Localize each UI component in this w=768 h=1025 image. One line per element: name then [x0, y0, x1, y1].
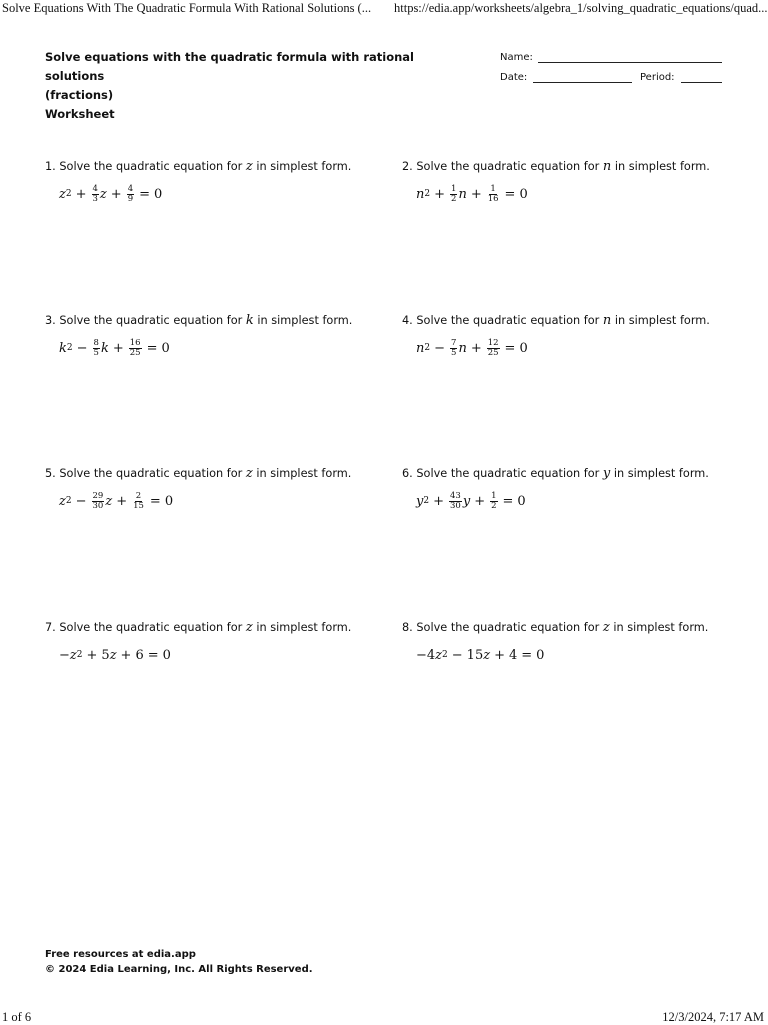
equation-number: −	[59, 647, 70, 663]
problem-prompt	[402, 159, 732, 175]
equation-fraction	[132, 492, 145, 511]
fraction-numerator: 43	[450, 490, 461, 501]
equation-number: 15	[466, 647, 484, 663]
problem-equation	[59, 643, 375, 667]
problem-variable: z	[602, 620, 610, 635]
equation-exponent: 2	[76, 650, 83, 660]
equation-number: 0	[517, 493, 526, 509]
problem-number: 6.	[402, 467, 413, 480]
equation-operator: +	[470, 340, 482, 356]
equation-operator: =	[149, 493, 161, 509]
equation-number: −4	[416, 647, 436, 663]
equation-variable: z	[435, 647, 443, 663]
problem-instruction: Solve the quadratic equation for	[59, 314, 243, 327]
problem-number: 3.	[45, 314, 56, 327]
problem-instruction: Solve the quadratic equation for	[416, 160, 600, 173]
problem-instruction: Solve the quadratic equation for	[59, 621, 243, 634]
fraction-denominator: 30	[450, 500, 461, 511]
problem-instruction: Solve the quadratic equation for	[416, 467, 600, 480]
equation-fraction	[487, 185, 500, 204]
equation-number: 4	[508, 647, 518, 663]
equation-operator: =	[504, 340, 516, 356]
name-label: Name:	[500, 52, 533, 63]
equation-variable: n	[458, 340, 467, 356]
page-title: Solve Equations With The Quadratic Formula With Rational Solutions (...	[2, 1, 372, 15]
problem-number: 7.	[45, 621, 56, 634]
fraction-numerator: 8	[93, 337, 99, 348]
equation-operator: +	[86, 647, 98, 663]
equation-fraction	[449, 492, 462, 511]
resources-link[interactable]: Free resources at edia.app	[45, 949, 196, 960]
problem-instruction-end: in simplest form.	[256, 467, 352, 480]
problem-prompt	[45, 466, 375, 482]
worksheet-footer	[45, 947, 313, 977]
equation-operator: =	[504, 186, 516, 202]
problem-variable: n	[602, 313, 612, 328]
equation-operator: +	[116, 493, 128, 509]
equation-fraction	[92, 492, 105, 511]
print-header	[0, 0, 768, 16]
fraction-numerator: 29	[92, 490, 104, 501]
equation-exponent: 2	[424, 189, 431, 199]
equation-number: 0	[154, 186, 163, 202]
problem-prompt	[402, 313, 732, 329]
fraction-denominator: 25	[487, 347, 499, 358]
fraction-denominator: 2	[451, 193, 457, 204]
fraction-denominator: 5	[93, 347, 99, 358]
equation-fraction	[490, 492, 497, 511]
problem-prompt	[45, 313, 375, 329]
equation-operator: +	[470, 186, 482, 202]
equation-variable: y	[416, 493, 424, 509]
equation-operator: +	[120, 647, 132, 663]
worksheet-subtitle: Worksheet	[45, 107, 115, 121]
equation-exponent: 2	[65, 189, 72, 199]
fraction-numerator: 4	[127, 183, 134, 194]
problem-variable: n	[602, 159, 612, 174]
fraction-numerator: 2	[135, 490, 142, 501]
equation-variable: n	[458, 186, 467, 202]
equation-operator: +	[75, 186, 87, 202]
equation-variable: z	[59, 186, 66, 202]
date-period-field	[500, 72, 740, 92]
equation-variable: z	[99, 186, 107, 202]
problem-number: 5.	[45, 467, 56, 480]
problem-prompt	[45, 159, 375, 175]
equation-operator: +	[112, 340, 124, 356]
problem-instruction-end: in simplest form.	[256, 160, 352, 173]
equation-variable: n	[416, 186, 425, 202]
fraction-denominator: 15	[133, 500, 144, 511]
equation-number: 0	[519, 340, 528, 356]
problem-prompt	[402, 620, 732, 636]
problem-instruction-end: in simplest form.	[257, 314, 353, 327]
fraction-numerator: 1	[451, 183, 457, 194]
equation-number: 5	[101, 647, 110, 663]
fraction-denominator: 9	[127, 193, 134, 204]
problem-item	[45, 313, 375, 360]
print-footer	[0, 1009, 768, 1024]
fraction-numerator: 1	[490, 183, 496, 194]
problem-variable: k	[245, 313, 254, 328]
date-line[interactable]	[533, 82, 632, 83]
problem-variable: z	[245, 159, 253, 174]
problem-instruction: Solve the quadratic equation for	[59, 467, 243, 480]
problem-equation	[416, 336, 732, 360]
date-label: Date:	[500, 72, 528, 83]
equation-exponent: 2	[423, 496, 430, 506]
problem-item	[45, 159, 375, 206]
worksheet-title-continued: (fractions)	[45, 88, 114, 102]
equation-number: 0	[161, 340, 170, 356]
equation-exponent: 2	[424, 343, 431, 353]
problem-equation	[59, 489, 375, 513]
fraction-denominator: 2	[491, 500, 497, 511]
equation-operator: =	[521, 647, 533, 663]
page-url[interactable]: https://edia.app/worksheets/algebra_1/solving_quadratic_equations/quad...	[394, 1, 768, 15]
problem-number: 1.	[45, 160, 56, 173]
equation-number: 0	[164, 493, 174, 509]
problem-variable: y	[602, 466, 611, 481]
equation-fraction	[450, 185, 457, 204]
equation-exponent: 2	[442, 650, 448, 660]
fraction-denominator: 16	[487, 193, 499, 204]
print-datetime: 12/3/2024, 7:17 AM	[662, 1010, 764, 1024]
equation-variable: z	[69, 647, 77, 663]
name-field	[500, 52, 740, 72]
problem-equation	[416, 182, 732, 206]
fraction-numerator: 7	[451, 337, 457, 348]
equation-fraction	[93, 339, 100, 358]
problem-instruction-end: in simplest form.	[256, 621, 352, 634]
problem-equation	[59, 182, 375, 206]
equation-fraction	[129, 339, 142, 358]
equation-fraction	[487, 339, 500, 358]
fraction-numerator: 16	[129, 337, 141, 348]
fraction-denominator: 5	[451, 347, 457, 358]
problem-variable: z	[245, 466, 253, 481]
equation-operator: +	[110, 186, 122, 202]
equation-operator: −	[76, 340, 88, 356]
fraction-numerator: 1	[491, 490, 497, 501]
problem-prompt	[45, 620, 375, 636]
fraction-denominator: 25	[129, 347, 141, 358]
problem-equation	[416, 489, 732, 513]
equation-variable: k	[100, 340, 109, 356]
equation-variable: z	[483, 647, 491, 663]
equation-operator: +	[494, 647, 505, 663]
worksheet-title-block	[45, 48, 465, 124]
problem-instruction-end: in simplest form.	[614, 314, 710, 327]
problem-variable: z	[245, 620, 253, 635]
equation-fraction	[450, 339, 457, 358]
equation-operator: +	[474, 493, 486, 509]
equation-variable: n	[416, 340, 425, 356]
problem-item	[45, 466, 375, 513]
fraction-denominator: 30	[92, 500, 104, 511]
period-line[interactable]	[681, 82, 722, 83]
equation-variable: y	[462, 493, 471, 509]
worksheet-title: Solve equations with the quadratic formula with rational solutions	[45, 50, 414, 83]
problem-instruction: Solve the quadratic equation for	[416, 621, 600, 634]
equation-number: 0	[536, 647, 545, 663]
equation-exponent: 2	[66, 343, 73, 353]
equation-operator: =	[146, 340, 158, 356]
fraction-denominator: 3	[92, 193, 98, 204]
problem-item	[402, 159, 732, 206]
equation-variable: z	[109, 647, 117, 663]
equation-number: 0	[519, 186, 528, 202]
copyright-text: © 2024 Edia Learning, Inc. All Rights Reserved.	[45, 964, 313, 975]
problem-instruction-end: in simplest form.	[614, 160, 710, 173]
equation-number: 0	[162, 647, 171, 663]
equation-fraction	[127, 185, 134, 204]
equation-operator: =	[502, 493, 514, 509]
name-line[interactable]	[538, 62, 722, 63]
problem-number: 4.	[402, 314, 413, 327]
equation-variable: z	[105, 493, 113, 509]
problem-instruction-end: in simplest form.	[613, 621, 709, 634]
problem-instruction: Solve the quadratic equation for	[59, 160, 243, 173]
problem-item	[45, 620, 375, 667]
problem-item	[402, 313, 732, 360]
equation-variable: z	[59, 493, 66, 509]
equation-variable: k	[59, 340, 67, 356]
problem-equation	[59, 336, 375, 360]
problem-number: 8.	[402, 621, 413, 634]
equation-operator: =	[147, 647, 159, 663]
equation-fraction	[92, 185, 99, 204]
problem-item	[402, 620, 732, 667]
equation-operator: +	[433, 493, 444, 509]
problem-prompt	[402, 466, 732, 482]
fraction-numerator: 4	[92, 183, 98, 194]
equation-exponent: 2	[65, 496, 72, 506]
problem-instruction: Solve the quadratic equation for	[416, 314, 600, 327]
problem-number: 2.	[402, 160, 413, 173]
equation-operator: +	[434, 186, 446, 202]
equation-operator: −	[434, 340, 446, 356]
problem-equation	[416, 643, 732, 667]
equation-number: 6	[135, 647, 144, 663]
period-label: Period:	[640, 72, 675, 83]
problem-item	[402, 466, 732, 513]
equation-operator: −	[75, 493, 87, 509]
page-number: 1 of 6	[2, 1010, 32, 1024]
equation-operator: −	[451, 647, 463, 663]
problem-instruction-end: in simplest form.	[613, 467, 709, 480]
equation-operator: =	[139, 186, 151, 202]
student-info-fields	[500, 52, 740, 92]
fraction-numerator: 12	[487, 337, 499, 348]
